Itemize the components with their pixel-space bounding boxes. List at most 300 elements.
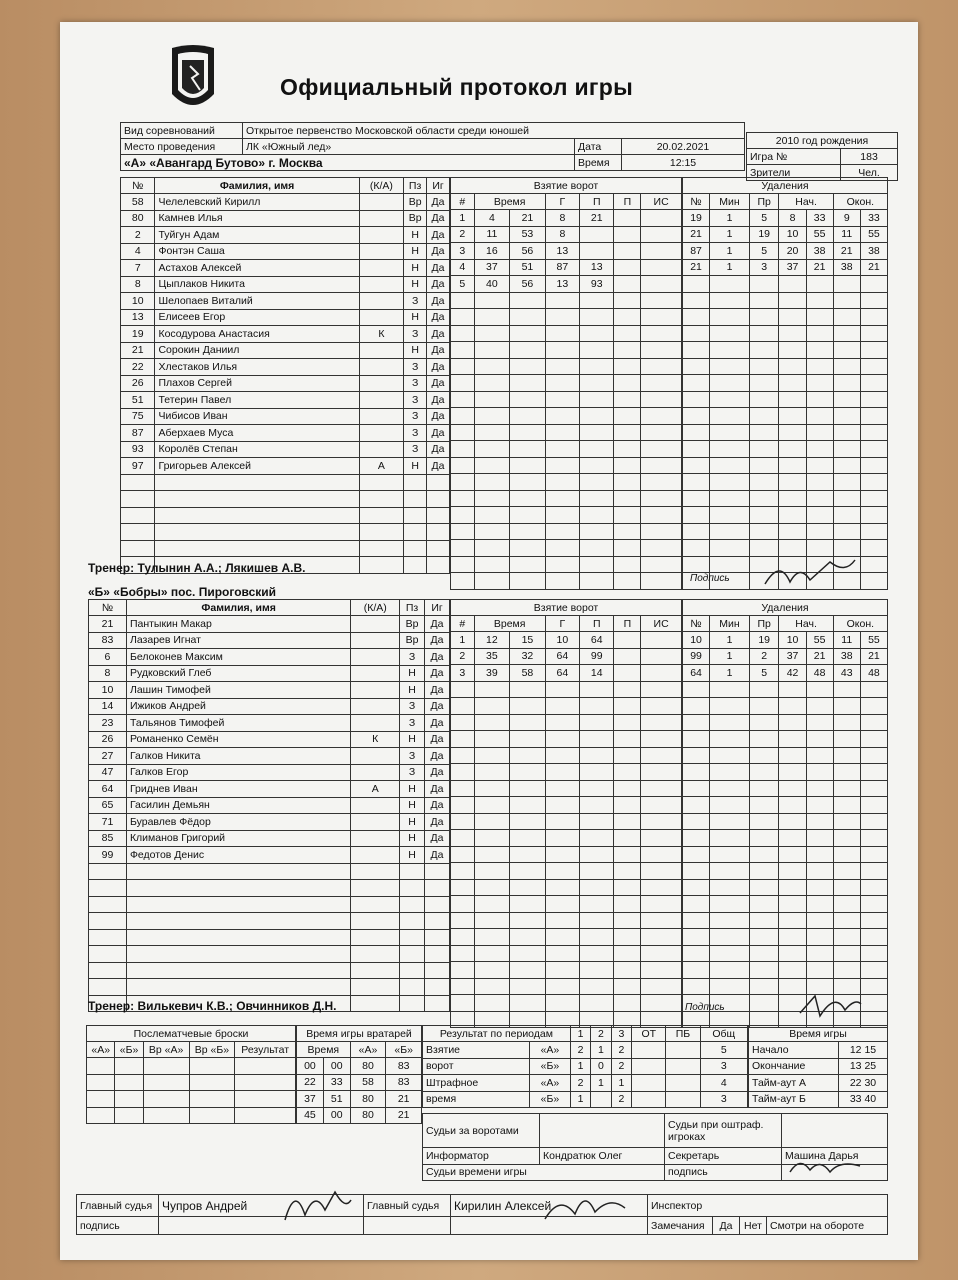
goal-assist-2 bbox=[614, 632, 641, 649]
goal-assist-2 bbox=[614, 978, 641, 995]
penalty-n bbox=[683, 830, 710, 847]
player-role bbox=[359, 557, 404, 574]
goal-number bbox=[451, 780, 475, 797]
player-role bbox=[359, 507, 404, 524]
goal-scorer bbox=[545, 457, 579, 474]
period-value: 2 bbox=[611, 1091, 631, 1108]
goal-row bbox=[451, 714, 682, 731]
player-number bbox=[89, 979, 127, 996]
roster-row bbox=[121, 309, 450, 326]
gk-row bbox=[297, 1091, 422, 1108]
player-role bbox=[351, 632, 400, 649]
player-role: К bbox=[359, 326, 404, 343]
goalkeeper-time-table bbox=[296, 1025, 422, 1124]
player-role bbox=[351, 698, 400, 715]
player-played: Да bbox=[427, 227, 450, 244]
player-number bbox=[89, 896, 127, 913]
penalty-em bbox=[833, 912, 860, 929]
player-position bbox=[404, 557, 427, 574]
gk-s: 00 bbox=[323, 1107, 350, 1124]
goal-scorer: 8 bbox=[545, 226, 579, 243]
goal-assist bbox=[580, 507, 614, 524]
goal-row bbox=[451, 648, 682, 665]
roster-row bbox=[89, 979, 450, 996]
goal-number bbox=[451, 474, 475, 491]
goal-minute bbox=[474, 945, 510, 962]
period-value: 1 bbox=[570, 1091, 590, 1108]
player-name: Цыплаков Никита bbox=[155, 276, 359, 293]
player-role bbox=[351, 979, 400, 996]
goal-situation bbox=[641, 863, 682, 880]
goal-second bbox=[510, 556, 546, 573]
goal-situation bbox=[641, 797, 682, 814]
roster-row bbox=[121, 507, 450, 524]
player-number: 4 bbox=[121, 243, 155, 260]
penalty-n: 10 bbox=[683, 632, 710, 649]
player-played: Да bbox=[427, 425, 450, 442]
player-position: Н bbox=[400, 781, 425, 798]
penalty-sm bbox=[779, 962, 806, 979]
goal-scorer bbox=[545, 441, 579, 458]
head-ref-2-value: Кирилин Алексей bbox=[451, 1195, 648, 1217]
player-name: Туйгун Адам bbox=[155, 227, 359, 244]
goal-number: 4 bbox=[451, 259, 475, 276]
player-role bbox=[359, 540, 404, 557]
period-value bbox=[632, 1091, 666, 1108]
player-number: 8 bbox=[89, 665, 127, 682]
roster-row bbox=[121, 458, 450, 475]
period-value: 2 bbox=[570, 1042, 590, 1059]
penalty-n bbox=[683, 358, 710, 375]
penalty-min bbox=[710, 342, 750, 359]
goal-second bbox=[510, 962, 546, 979]
goal-situation bbox=[641, 259, 682, 276]
penalty-sm bbox=[779, 424, 806, 441]
roster-row bbox=[121, 540, 450, 557]
penalty-es bbox=[860, 292, 887, 309]
penalty-min bbox=[710, 540, 750, 557]
penalty-ss: 33 bbox=[806, 210, 833, 227]
penalty-sm: 37 bbox=[779, 648, 806, 665]
penalty-sm bbox=[779, 375, 806, 392]
penalty-col: № bbox=[683, 194, 710, 210]
penalty-n bbox=[683, 929, 710, 946]
competition-header bbox=[120, 122, 745, 171]
goal-minute bbox=[474, 995, 510, 1012]
goal-situation bbox=[641, 665, 682, 682]
roster-row bbox=[89, 632, 450, 649]
goal-second bbox=[510, 325, 546, 342]
goal-judges-label: Судьи за воротами bbox=[423, 1114, 540, 1148]
penalty-ss bbox=[806, 408, 833, 425]
goal-assist-2 bbox=[614, 863, 641, 880]
goal-second bbox=[510, 830, 546, 847]
penalty-row bbox=[683, 507, 888, 524]
penalty-ss bbox=[806, 731, 833, 748]
goal-second bbox=[510, 375, 546, 392]
goal-minute bbox=[474, 681, 510, 698]
goal-scorer bbox=[545, 507, 579, 524]
penalty-row bbox=[683, 648, 888, 665]
player-played bbox=[425, 979, 450, 996]
goal-assist-2 bbox=[614, 813, 641, 830]
period-3-col: 3 bbox=[611, 1026, 631, 1042]
penalty-ss bbox=[806, 863, 833, 880]
period-2-col: 2 bbox=[591, 1026, 611, 1042]
player-position: Н bbox=[400, 682, 425, 699]
goal-situation bbox=[641, 945, 682, 962]
player-number: 6 bbox=[89, 649, 127, 666]
player-number bbox=[89, 863, 127, 880]
game-value: 183 bbox=[841, 149, 898, 165]
team-b-tag: «Б» bbox=[530, 1091, 571, 1108]
penalty-es bbox=[860, 830, 887, 847]
penalty-pr bbox=[749, 764, 779, 781]
goal-assist bbox=[580, 292, 614, 309]
roster-row bbox=[89, 764, 450, 781]
goal-assist bbox=[580, 830, 614, 847]
penalty-row bbox=[683, 375, 888, 392]
player-number: 8 bbox=[121, 276, 155, 293]
penalty-n bbox=[683, 896, 710, 913]
player-played: Да bbox=[425, 847, 450, 864]
penalty-pr bbox=[749, 408, 779, 425]
penalty-ss bbox=[806, 896, 833, 913]
goal-minute bbox=[474, 375, 510, 392]
penalty-pr bbox=[749, 945, 779, 962]
player-position bbox=[400, 995, 425, 1012]
roster-row bbox=[121, 243, 450, 260]
goal-number bbox=[451, 731, 475, 748]
team-a-coach: Тренер: Тулынин А.А.; Лякишев А.В. bbox=[88, 561, 306, 575]
player-role: К bbox=[351, 731, 400, 748]
penalty-n bbox=[683, 764, 710, 781]
roster-row bbox=[121, 375, 450, 392]
goal-situation bbox=[641, 523, 682, 540]
team-a-roster bbox=[120, 177, 450, 574]
player-number: 27 bbox=[89, 748, 127, 765]
goal-second bbox=[510, 731, 546, 748]
goal-scorer bbox=[545, 391, 579, 408]
goal-situation bbox=[641, 879, 682, 896]
penalty-sm bbox=[779, 698, 806, 715]
roster-row bbox=[89, 863, 450, 880]
period-value bbox=[666, 1058, 700, 1075]
player-position: Вр bbox=[400, 632, 425, 649]
player-number: 58 bbox=[121, 194, 155, 211]
player-position: З bbox=[404, 293, 427, 310]
player-played bbox=[427, 507, 450, 524]
roster-row bbox=[89, 929, 450, 946]
goals-label-2: ворот bbox=[423, 1058, 530, 1075]
goal-number bbox=[451, 681, 475, 698]
goal-row bbox=[451, 507, 682, 524]
penalty-min: 1 bbox=[710, 665, 750, 682]
overtime-col: ОТ bbox=[632, 1026, 666, 1042]
goal-situation bbox=[641, 813, 682, 830]
goal-scorer bbox=[545, 408, 579, 425]
penalty-es bbox=[860, 929, 887, 946]
goal-number bbox=[451, 945, 475, 962]
player-number: 64 bbox=[89, 781, 127, 798]
goal-row bbox=[451, 210, 682, 227]
player-role: А bbox=[351, 781, 400, 798]
timeout-b-value: 33 40 bbox=[838, 1091, 887, 1108]
penalty-min: 1 bbox=[710, 243, 750, 260]
see-back: Смотри на обороте bbox=[767, 1217, 888, 1235]
player-position bbox=[400, 979, 425, 996]
player-role bbox=[351, 847, 400, 864]
player-position: Н bbox=[404, 342, 427, 359]
penalty-em bbox=[833, 731, 860, 748]
game-info bbox=[746, 132, 898, 181]
player-name: Камнев Илья bbox=[155, 210, 359, 227]
goal-second: 56 bbox=[510, 243, 546, 260]
player-role bbox=[359, 491, 404, 508]
player-name: Лазарев Игнат bbox=[126, 632, 350, 649]
penalty-em bbox=[833, 358, 860, 375]
goal-minute bbox=[474, 830, 510, 847]
head-ref-1-signature bbox=[275, 1180, 355, 1230]
goals-col: П bbox=[614, 194, 641, 210]
penalty-es: 21 bbox=[860, 259, 887, 276]
player-role bbox=[351, 896, 400, 913]
goal-number: 5 bbox=[451, 276, 475, 293]
goal-row bbox=[451, 556, 682, 573]
roster-row bbox=[89, 748, 450, 765]
roster-row bbox=[121, 474, 450, 491]
penalty-pr bbox=[749, 325, 779, 342]
penalty-pr: 2 bbox=[749, 648, 779, 665]
goal-assist-2 bbox=[614, 764, 641, 781]
penalty-row bbox=[683, 259, 888, 276]
goal-number bbox=[451, 540, 475, 557]
player-role bbox=[351, 863, 400, 880]
player-position: З bbox=[404, 359, 427, 376]
goal-number bbox=[451, 292, 475, 309]
player-number: 83 bbox=[89, 632, 127, 649]
penalty-es bbox=[860, 507, 887, 524]
period-value bbox=[666, 1091, 700, 1108]
penalty-em bbox=[833, 391, 860, 408]
player-number: 10 bbox=[89, 682, 127, 699]
player-played: Да bbox=[427, 210, 450, 227]
goal-assist-2 bbox=[614, 424, 641, 441]
goal-situation bbox=[641, 457, 682, 474]
penalty-pr bbox=[749, 830, 779, 847]
penalty-em bbox=[833, 523, 860, 540]
goal-minute bbox=[474, 474, 510, 491]
penalty-row bbox=[683, 226, 888, 243]
player-name: Галков Никита bbox=[126, 748, 350, 765]
penalty-n bbox=[683, 441, 710, 458]
goal-minute bbox=[474, 391, 510, 408]
penalty-min bbox=[710, 523, 750, 540]
goal-number bbox=[451, 523, 475, 540]
penalty-min: 1 bbox=[710, 632, 750, 649]
goal-minute bbox=[474, 490, 510, 507]
penalty-min: 1 bbox=[710, 226, 750, 243]
roster-row bbox=[121, 491, 450, 508]
player-role bbox=[359, 359, 404, 376]
player-played: Да bbox=[425, 748, 450, 765]
goal-number bbox=[451, 375, 475, 392]
roster-row bbox=[89, 665, 450, 682]
goal-assist-2 bbox=[614, 681, 641, 698]
goal-scorer bbox=[545, 863, 579, 880]
goal-assist bbox=[580, 342, 614, 359]
goal-situation bbox=[641, 408, 682, 425]
penalty-min bbox=[710, 846, 750, 863]
penalty-col: № bbox=[683, 616, 710, 632]
goal-minute bbox=[474, 556, 510, 573]
penalty-sm: 42 bbox=[779, 665, 806, 682]
player-position: Н bbox=[400, 847, 425, 864]
player-number: 97 bbox=[121, 458, 155, 475]
penalty-pr bbox=[749, 978, 779, 995]
penalty-em bbox=[833, 863, 860, 880]
inspector-label: Инспектор bbox=[648, 1195, 888, 1217]
penalty-ss bbox=[806, 358, 833, 375]
goal-number bbox=[451, 830, 475, 847]
player-position bbox=[400, 863, 425, 880]
penalty-n bbox=[683, 540, 710, 557]
penalty-em bbox=[833, 945, 860, 962]
penalty-es bbox=[860, 714, 887, 731]
penalty-min bbox=[710, 474, 750, 491]
penalty-es bbox=[860, 358, 887, 375]
period-value: 1 bbox=[591, 1042, 611, 1059]
penalty-row bbox=[683, 490, 888, 507]
penalty-ss bbox=[806, 342, 833, 359]
penalty-row bbox=[683, 408, 888, 425]
penalty-pr bbox=[749, 391, 779, 408]
goal-number bbox=[451, 358, 475, 375]
player-played: Да bbox=[427, 359, 450, 376]
goal-assist bbox=[580, 929, 614, 946]
goal-situation bbox=[641, 962, 682, 979]
goal-row bbox=[451, 276, 682, 293]
penalty-es bbox=[860, 896, 887, 913]
goal-number: 1 bbox=[451, 632, 475, 649]
player-name: Королёв Степан bbox=[155, 441, 359, 458]
goal-scorer bbox=[545, 556, 579, 573]
penalty-sm bbox=[779, 912, 806, 929]
goal-situation bbox=[641, 698, 682, 715]
goal-minute bbox=[474, 424, 510, 441]
penalty-ss bbox=[806, 830, 833, 847]
player-role bbox=[351, 616, 400, 633]
period-value bbox=[666, 1075, 700, 1092]
period-results-table bbox=[422, 1025, 748, 1108]
penalty-col: Нач. bbox=[779, 616, 833, 632]
goal-row bbox=[451, 929, 682, 946]
goal-row bbox=[451, 863, 682, 880]
team-a-name: «А» «Авангард Бутово» г. Москва bbox=[121, 155, 575, 171]
penalty-pr bbox=[749, 912, 779, 929]
gk-col-a: «А» bbox=[350, 1042, 386, 1058]
penalty-es: 55 bbox=[860, 226, 887, 243]
goal-row bbox=[451, 474, 682, 491]
goal-minute bbox=[474, 325, 510, 342]
goal-scorer: 13 bbox=[545, 276, 579, 293]
goal-assist bbox=[580, 978, 614, 995]
player-name bbox=[126, 896, 350, 913]
goal-second bbox=[510, 424, 546, 441]
penalty-pr bbox=[749, 698, 779, 715]
goal-scorer bbox=[545, 879, 579, 896]
goal-second bbox=[510, 523, 546, 540]
goal-situation bbox=[641, 226, 682, 243]
penalty-es bbox=[860, 846, 887, 863]
player-role bbox=[351, 649, 400, 666]
goal-second bbox=[510, 995, 546, 1012]
player-number: 85 bbox=[89, 830, 127, 847]
goal-second bbox=[510, 490, 546, 507]
penalty-em bbox=[833, 457, 860, 474]
goal-minute: 4 bbox=[474, 210, 510, 227]
goals-col: Г bbox=[545, 194, 579, 210]
shootout-title: Послематчевые броски bbox=[87, 1026, 296, 1042]
penalty-min bbox=[710, 698, 750, 715]
informer-label: Информатор bbox=[423, 1148, 540, 1165]
penalty-sm bbox=[779, 441, 806, 458]
player-role bbox=[359, 425, 404, 442]
secretary-signature bbox=[785, 1152, 865, 1180]
goal-second bbox=[510, 408, 546, 425]
goal-assist-2 bbox=[614, 731, 641, 748]
penalty-ss: 55 bbox=[806, 632, 833, 649]
goal-situation bbox=[641, 929, 682, 946]
penalty-n bbox=[683, 457, 710, 474]
goal-second: 51 bbox=[510, 259, 546, 276]
player-played: Да bbox=[425, 632, 450, 649]
goal-assist-2 bbox=[614, 540, 641, 557]
gk-title: Время игры вратарей bbox=[297, 1026, 422, 1042]
goal-scorer bbox=[545, 474, 579, 491]
gk-col-b: «Б» bbox=[386, 1042, 422, 1058]
player-position bbox=[400, 880, 425, 897]
penalty-sm bbox=[779, 391, 806, 408]
goal-minute bbox=[474, 457, 510, 474]
goal-scorer bbox=[545, 813, 579, 830]
gk-m: 37 bbox=[297, 1091, 324, 1108]
gk-b: 21 bbox=[386, 1091, 422, 1108]
penalty-n bbox=[683, 424, 710, 441]
penalty-sm bbox=[779, 929, 806, 946]
penalty-min bbox=[710, 896, 750, 913]
player-position: Н bbox=[404, 458, 427, 475]
goal-assist-2 bbox=[614, 797, 641, 814]
penalty-row bbox=[683, 523, 888, 540]
penalty-pr bbox=[749, 747, 779, 764]
player-position bbox=[400, 896, 425, 913]
goal-assist bbox=[580, 681, 614, 698]
penalty-row bbox=[683, 731, 888, 748]
head-ref-1-value: Чупров Андрей bbox=[159, 1195, 364, 1217]
penalty-em: 38 bbox=[833, 259, 860, 276]
penalty-col: Пр bbox=[749, 194, 779, 210]
penalty-sm bbox=[779, 681, 806, 698]
goal-situation bbox=[641, 358, 682, 375]
goal-row bbox=[451, 408, 682, 425]
goal-number bbox=[451, 879, 475, 896]
penalty-em bbox=[833, 813, 860, 830]
roster-row bbox=[89, 847, 450, 864]
page-title: Официальный протокол игры bbox=[280, 74, 634, 100]
player-role bbox=[359, 392, 404, 409]
player-number: 13 bbox=[121, 309, 155, 326]
